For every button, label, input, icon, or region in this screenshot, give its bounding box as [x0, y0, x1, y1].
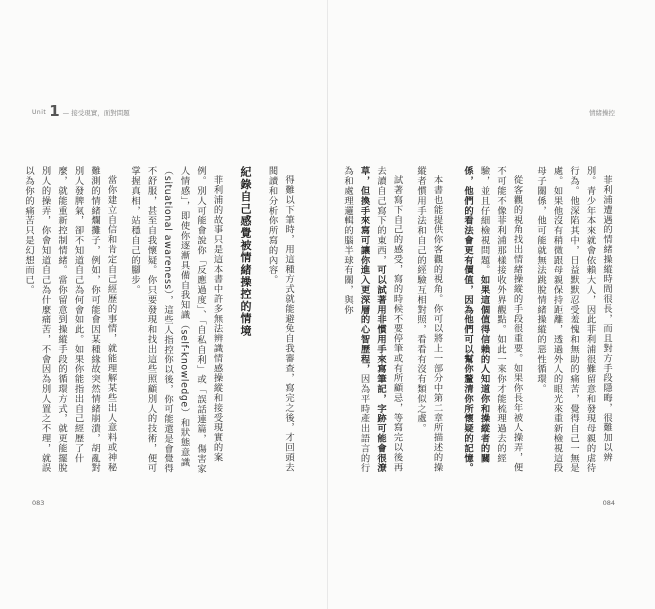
left-page-number: 083	[32, 499, 45, 507]
right-page	[328, 0, 655, 609]
right-page-body	[342, 166, 614, 480]
paragraph: 本書也能提供你客觀的視角。你可以將上一部分中第二章所描述的操縱者慣用手法和自己的經驗互相對照，看看有沒有類似之處。	[415, 166, 443, 473]
paragraph: 菲利浦遭遇的情緒操縱時間很長，而且對方手段隱晦，很難加以辨別。青少年本來就會依賴大人，因此菲利浦很難留意和發現母親的虐待行為。他深陷其中，日益默默忍受羞愧和無助的痛苦，覺得自己一無是處。如果他沒有稍微跟母親保持距離，透過外人的眼光來重新檢視這段母子關係，他可能就無法跳脫情緒操縱的惡性循環。	[535, 166, 612, 473]
paragraph: 得難以下筆時，用這種方式就能避免自我審查，寫完之後，才回頭去閱讀和分析你所寫的內容。	[266, 166, 294, 473]
unit-label: Unit	[32, 108, 47, 116]
right-running-head: 情緒操控	[589, 109, 615, 117]
left-page	[0, 0, 327, 609]
emphasis-text: 如果這個值得信賴的人知道你和操縱者的關係，他們的看法會更有價值，因為他們可以幫你釐清你所懷疑的記憶。	[462, 166, 490, 473]
emphasis-text: 可以試著用非慣用手來寫筆記，字跡可能會很潦草，但換手來寫可讓你進入更深層的心智歷程，	[358, 166, 386, 473]
unit-number: 1	[49, 102, 60, 120]
paragraph	[459, 166, 525, 480]
left-running-head	[32, 104, 130, 120]
paragraph	[339, 166, 405, 480]
unit-title: — 接受現實，面對問題	[62, 108, 130, 117]
left-page-body	[23, 166, 296, 480]
paragraph-text: 從客觀的視角找出情緒操縱的手段很重要。如果你長年被人操弄，便不可能不像菲利浦那樣接收外界觀點。如此一來你才能梳理過去的經驗，並且仔細檢視問題。	[478, 166, 523, 473]
right-page-number: 084	[602, 499, 615, 507]
paragraph-text: 試著寫下自己的感受，寫的時候不要停筆或有所顧忌，等寫完以後再去讀自己寫下的東西，	[375, 166, 403, 473]
paragraph-text: 因為平時產出語言的行為和處理邏輯的腦半球有關，與你	[342, 166, 370, 473]
paragraph: 當你建立自信和肯定自己經歷的事情，就能理解某些出人意料或神秘難測的情緒爛攤子，例如，你可能會因某種緣故突然情緒崩潰，胡亂對別人發脾氣，卻不知道自己為何會如此。如果你能指出自己經歷了什麼，就能重新控制情緒。當你留意到操縱手段的循環方式，就更能擺脫別人的操弄，你會知道自己為什麼痛苦，不會因為別人置之不理，就誤以為你的痛苦只是幻想而已。	[23, 166, 117, 473]
section-heading: 紀錄自己感覺被情緒操控的情境	[239, 166, 252, 337]
paragraph: 菲利浦的故事只是這本書中許多無法辨識情感操縱和接受現實的案例。別人可能會說你「反應過度」、「自私自利」或「誤話連篇，傷害家人情感」，即使你逐漸具備自我知識（self-knowledge）和狀態意識（situational awareness），這些人指控你以後，你可能還是會覺得不舒服，甚至自我懷疑。你只要發現和找出這些照顧別人的技術，便可掌握真相，站穩自己的腳步。	[129, 166, 223, 474]
